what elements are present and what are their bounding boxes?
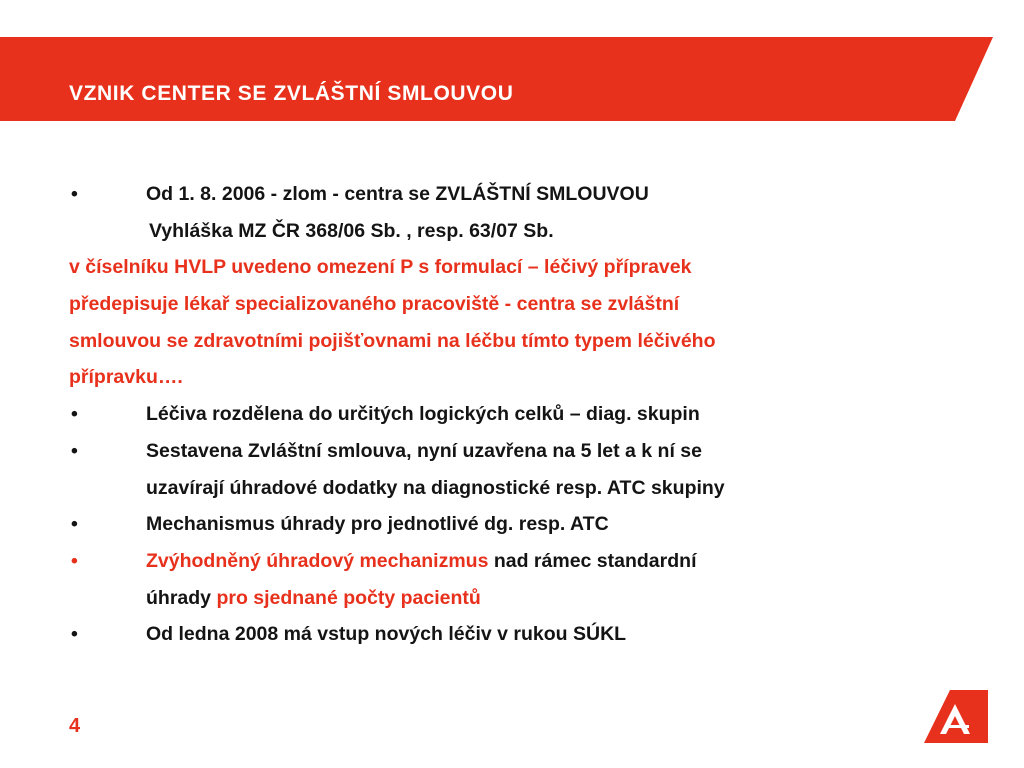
bullet-item (69, 543, 969, 580)
continuation-text: uzavírají úhradové dodatky na diagnostické resp. ATC skupiny (146, 476, 725, 499)
plain-text: úhrady (146, 586, 217, 609)
company-logo-icon (924, 690, 988, 743)
bullet-icon: • (71, 513, 78, 536)
bullet-item (69, 396, 969, 433)
bullet-text: Mechanismus úhrady pro jednotlivé dg. resp. ATC (146, 513, 609, 536)
bullet-text: Sestavena Zvláštní smlouva, nyní uzavřena na 5 let a k ní se (146, 439, 702, 462)
continuation-text (146, 580, 481, 617)
continuation-line (69, 470, 969, 507)
bullet-text: Léčiva rozdělena do určitých logických celků – diag. skupin (146, 403, 700, 426)
bullet-text (146, 543, 697, 580)
red-paragraph-line: přípravku…. (69, 366, 183, 389)
page-number: 4 (69, 715, 81, 737)
red-paragraph-line: předepisuje lékař specializovaného pracoviště - centra se zvláštní (69, 293, 680, 316)
bullet-text: Od ledna 2008 má vstup nových léčiv v rukou SÚKL (146, 623, 627, 646)
bullet-icon: • (71, 439, 78, 462)
slide-title: VZNIK CENTER SE ZVLÁŠTNÍ SMLOUVOU (69, 82, 514, 105)
highlight-text: Zvýhodněný úhradový mechanizmus (146, 549, 489, 572)
bullet-icon: • (71, 183, 78, 205)
slide-content (69, 176, 969, 653)
regulation-text: Vyhláška MZ ČR 368/06 Sb. , resp. 63/07 Sb. (149, 219, 554, 242)
bullet-text: Od 1. 8. 2006 - zlom - centra se ZVLÁŠTNÍ SMLOUVOU (146, 183, 649, 205)
red-paragraph-line: v číselníku HVLP uvedeno omezení P s formulací – léčivý přípravek (69, 256, 692, 279)
plain-text: nad rámec standardní (488, 549, 697, 572)
continuation-line (69, 213, 969, 250)
highlight-text: pro sjednané počty pacientů (216, 586, 481, 609)
bullet-icon: • (71, 623, 78, 646)
bullet-icon: • (71, 549, 78, 572)
title-banner (0, 37, 993, 121)
red-paragraph-line: smlouvou se zdravotními pojišťovnami na léčbu tímto typem léčivého (69, 329, 716, 352)
bullet-item (69, 616, 969, 653)
bullet-item (69, 506, 969, 543)
continuation-line (69, 580, 969, 617)
bullet-item (69, 433, 969, 470)
bullet-item (69, 176, 969, 213)
bullet-icon: • (71, 403, 78, 426)
